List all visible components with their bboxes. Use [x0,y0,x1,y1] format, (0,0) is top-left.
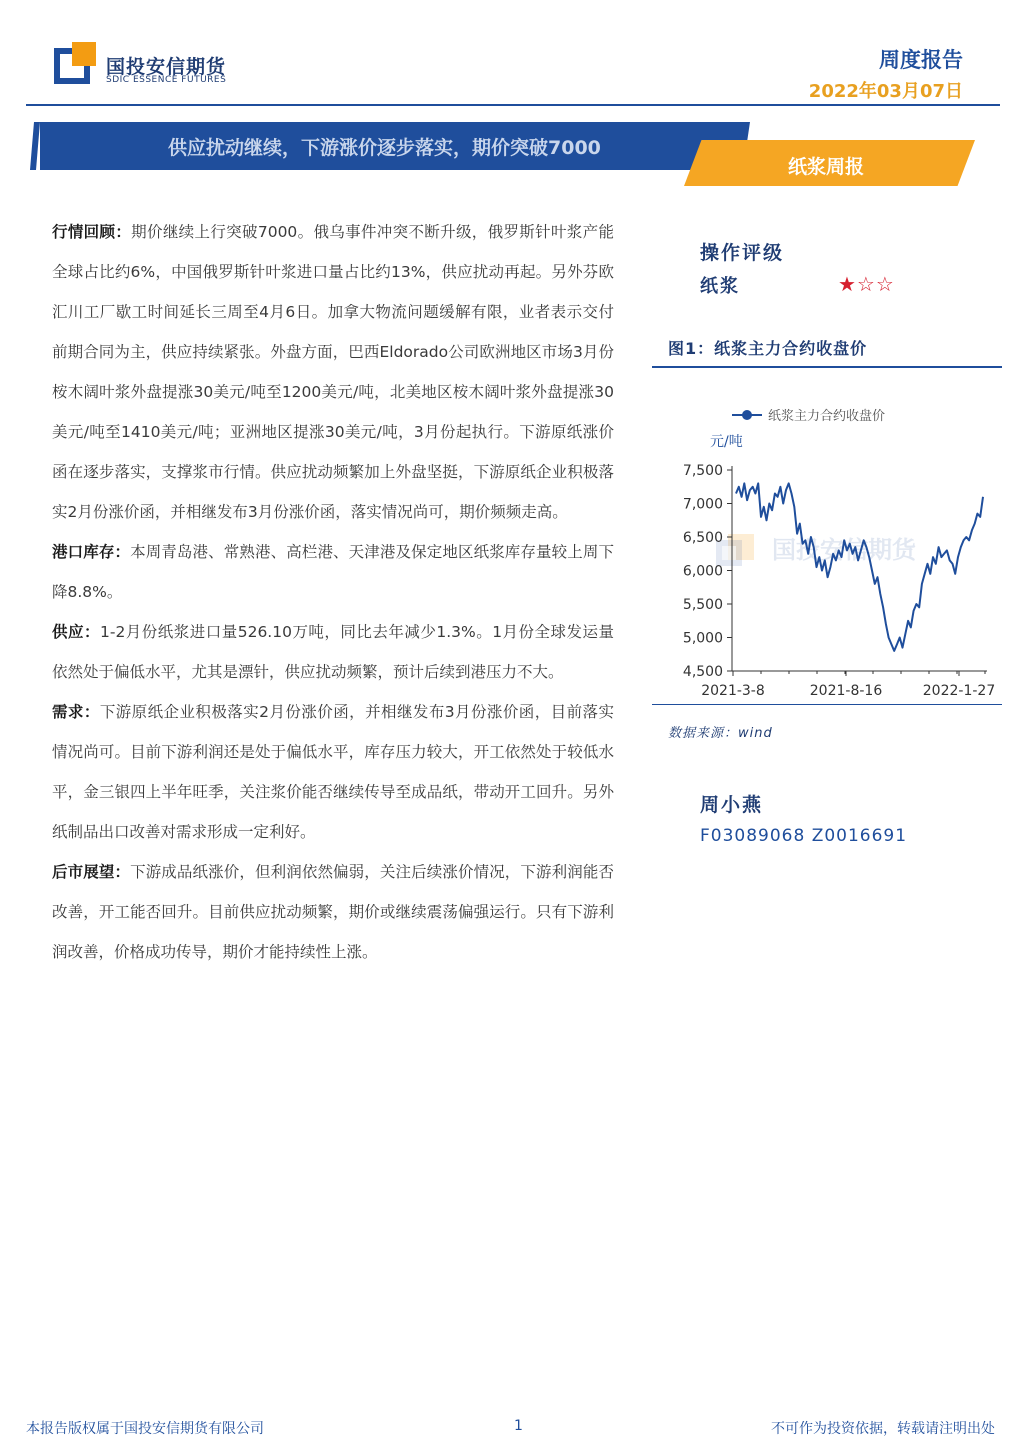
banner-title: 供应扰动继续，下游涨价逐步落实，期价突破7000 [168,137,601,159]
header-divider [26,104,1000,106]
rating-item: 纸浆 [700,276,740,297]
footer-disclaimer: 不可作为投资依据，转载请注明出处 [771,1421,995,1437]
report-type: 周度报告 [879,48,963,72]
section-text: 期价继续上行突破7000。俄乌事件冲突不断升级，俄罗斯针叶浆产能全球占比约6%，中国俄罗斯针叶浆进口量占比约13%，供应扰动再起。另外芬欧汇川工厂歇工时间延长三周至4月6日。加拿大物流问题缓解有限，业者表示交付前期合同为主，供应持续紧张。外盘方面，巴西Eldorado公司欧洲地区市场3月份桉木阔叶浆外盘提涨30美元/吨至1200美元/吨，北美地区桉木阔叶浆外盘提涨30美元/吨至1410美元/吨；亚洲地区提涨30美元/吨，3月份起执行。下游原纸涨价函在逐步落实，支撑浆市行情。供应扰动频繁加上外盘坚挺，下游原纸企业积极落实2月份涨价函，并相继发布3月份涨价函，落实情况尚可，期价频频走高。 [52,223,614,521]
series-line [736,483,983,651]
section-text: 本周青岛港、常熟港、高栏港、天津港及保定地区纸浆库存量较上周下降8.8%。 [52,543,614,601]
y-tick-label: 4,500 [682,664,723,680]
y-tick-label: 7,000 [682,496,723,513]
brand-name-en: SDIC ESSENCE FUTURES [106,75,227,85]
x-tick-label: 2022-1-27 [922,683,996,699]
page-number: 1 [514,1418,523,1434]
chart-watermark [716,534,918,566]
price-chart [652,388,1002,704]
section-text: 1-2月份纸浆进口量526.10万吨，同比去年减少1.3%。1月份全球发运量依然处于偏低水平，尤其是漂针，供应扰动频繁，预计后续到港压力不大。 [52,623,614,681]
section-label: 行情回顾： [52,223,132,241]
section-supply [52,612,614,692]
chart-divider [652,704,1002,705]
section-outlook [52,852,614,972]
section-label: 供应： [52,623,100,641]
chart-svg [652,388,1002,704]
figure-title: 图1：纸浆主力合约收盘价 [668,339,868,358]
chart-ticks [683,463,995,699]
report-date: 2022年03月07日 [808,81,963,102]
y-tick-label: 7,500 [682,463,723,479]
chart-y-axis-label: 元/吨 [710,434,743,450]
legend-label: 纸浆主力合约收盘价 [768,409,886,424]
author-name: 周小燕 [700,794,764,816]
x-tick-label: 2021-8-16 [809,683,883,699]
x-tick-label: 2021-3-8 [701,683,765,699]
figure-divider [652,366,1002,368]
legend-marker [742,410,752,420]
author-ids: F03089068 Z0016691 [700,826,908,846]
section-label: 后市展望： [52,863,131,881]
footer-copyright: 本报告版权属于国投安信期货有限公司 [26,1421,264,1437]
chart-series [736,483,983,651]
section-port-inventory [52,532,614,612]
section-demand [52,692,614,852]
report-body [52,212,614,972]
y-tick-label: 5,500 [682,597,723,613]
watermark-text: 国投安信期货 [772,536,916,564]
rating-title: 操作评级 [700,242,785,264]
section-text: 下游原纸企业积极落实2月份涨价函，并相继发布3月份涨价函，目前落实情况尚可。目前下游利润还是处于偏低水平，库存压力较大，开工依然处于较低水平，金三银四上半年旺季，关注浆价能否继续传导至成品纸，带动开工回升。另外纸制品出口改善对需求形成一定利好。 [52,703,614,841]
data-source: 数据来源：wind [668,726,773,741]
chart-axes [732,466,987,671]
rating-stars: ★☆☆ [838,272,895,296]
y-tick-label: 5,000 [682,630,723,647]
y-tick-label: 6,500 [682,530,723,546]
brand-name-cn: 国投安信期货 [106,56,227,78]
section-label: 需求： [52,703,100,721]
section-market-review [52,212,614,532]
banner-accent [30,122,40,170]
company-logo [54,42,98,84]
section-label: 港口库存： [52,543,131,561]
section-text: 下游成品纸涨价，但利润依然偏弱，关注后续涨价情况，下游利润能否改善，开工能否回升。目前供应扰动频繁，期价或继续震荡偏强运行。只有下游利润改善，价格成功传导，期价才能持续性上涨。 [52,863,614,961]
chart-legend [732,408,885,424]
watermark-logo-inner [722,546,736,560]
report-tag-label: 纸浆周报 [788,156,865,178]
page-footer [0,1418,1025,1438]
y-tick-label: 6,000 [682,563,723,580]
